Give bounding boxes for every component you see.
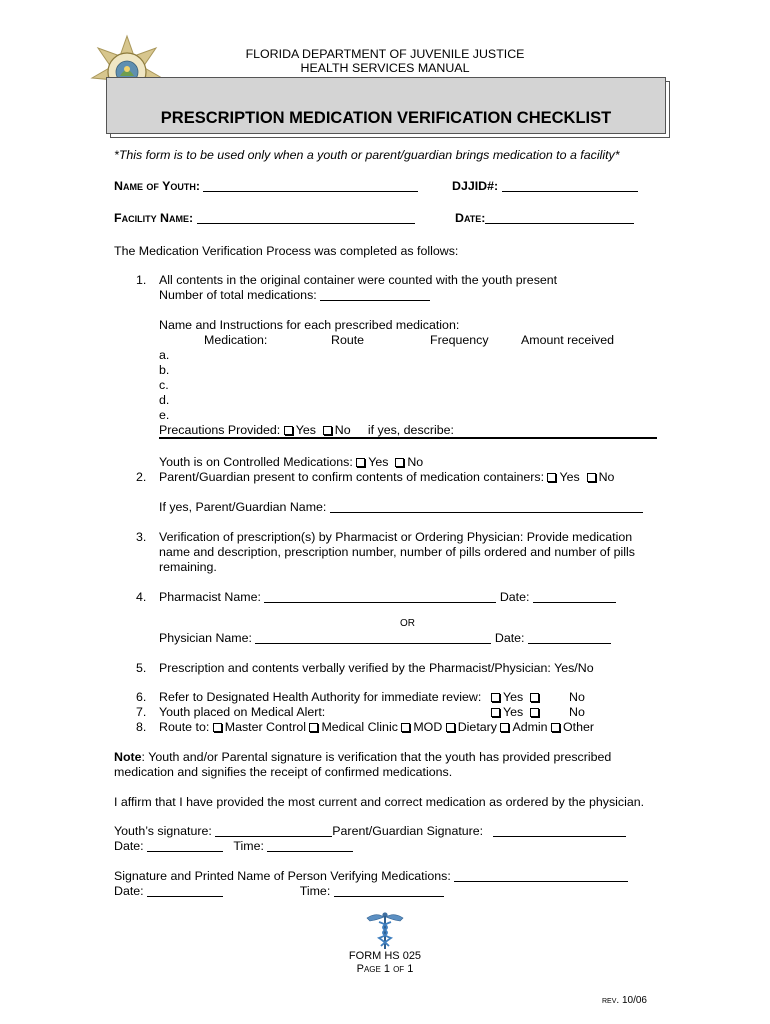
verifier-time-label: Time: bbox=[299, 884, 331, 898]
total-medications-input[interactable] bbox=[320, 288, 430, 301]
item-5-text: Prescription and contents verbally verified by the Pharmacist/Physician: Yes/No bbox=[159, 661, 594, 675]
col-route: Route bbox=[331, 333, 365, 347]
item-3-line3: remaining. bbox=[159, 560, 217, 574]
youth-signature-input[interactable] bbox=[215, 824, 332, 837]
caduceus-icon bbox=[364, 908, 406, 950]
med-row-a: a. bbox=[159, 348, 170, 362]
intro-text: The Medication Verification Process was completed as follows: bbox=[114, 244, 459, 258]
pharmacist-date-label: Date: bbox=[499, 590, 530, 604]
controlled-yes-label: Yes bbox=[368, 455, 389, 469]
parent-signature-input[interactable] bbox=[493, 824, 626, 837]
facility-name-input[interactable] bbox=[197, 211, 415, 224]
pharmacist-name-input[interactable] bbox=[264, 590, 496, 603]
page-number: Page 1 of 1 bbox=[356, 963, 414, 975]
parent-signature-label: Parent/Guardian Signature: bbox=[332, 824, 484, 838]
physician-date-input[interactable] bbox=[528, 631, 611, 644]
note-line2: medication and signifies the receipt of confirmed medications. bbox=[114, 765, 453, 779]
route-other-checkbox[interactable] bbox=[551, 723, 560, 732]
alert-yes-label: Yes bbox=[503, 705, 524, 719]
guardian-name-input[interactable] bbox=[330, 500, 643, 513]
route-mod-label: MOD bbox=[413, 720, 443, 734]
affirm-text: I affirm that I have provided the most current and correct medication as ordered by the physician. bbox=[114, 795, 645, 809]
med-row-e: e. bbox=[159, 408, 170, 422]
youth-signature-label: Youth’s signature: bbox=[114, 824, 212, 838]
sig-date-input[interactable] bbox=[147, 839, 223, 852]
sig-time-input[interactable] bbox=[267, 839, 353, 852]
route-master-control-label: Master Control bbox=[224, 720, 307, 734]
note-line1: : Youth and/or Parental signature is verification that the youth has provided prescribed bbox=[141, 750, 612, 764]
title-banner bbox=[106, 77, 666, 134]
date-input[interactable] bbox=[485, 211, 634, 224]
verifier-signature-label: Signature and Printed Name of Person Verifying Medications: bbox=[114, 869, 451, 883]
guardian-present-yes-checkbox[interactable] bbox=[547, 473, 556, 482]
facility-name-label: Facility Name: bbox=[114, 211, 194, 225]
item-1-line3: Name and Instructions for each prescribed medication: bbox=[159, 318, 460, 332]
controlled-no-label: No bbox=[407, 455, 424, 469]
instruction-text: *This form is to be used only when a youth or parent/guardian brings medication to a facility* bbox=[114, 148, 620, 162]
col-amount-received: Amount received bbox=[521, 333, 614, 347]
controlled-no-checkbox[interactable] bbox=[395, 458, 404, 467]
physician-name-label: Physician Name: bbox=[159, 631, 252, 645]
verifier-signature-input[interactable] bbox=[454, 869, 628, 882]
item-3-line2: name and description, prescription number, number of pills ordered and number of pills bbox=[159, 545, 635, 559]
route-admin-label: Admin bbox=[512, 720, 548, 734]
route-dietary-checkbox[interactable] bbox=[446, 723, 455, 732]
refer-no-checkbox[interactable] bbox=[530, 693, 539, 702]
route-admin-checkbox[interactable] bbox=[500, 723, 509, 732]
guardian-present-no-checkbox[interactable] bbox=[587, 473, 596, 482]
department-name: FLORIDA DEPARTMENT OF JUVENILE JUSTICE bbox=[245, 47, 525, 61]
item-6-text: Refer to Designated Health Authority for immediate review: bbox=[159, 690, 482, 704]
item-5-number: 5. bbox=[136, 661, 147, 675]
route-master-control-checkbox[interactable] bbox=[213, 723, 222, 732]
item-4-number: 4. bbox=[136, 590, 147, 604]
guardian-present-label: Parent/Guardian present to confirm contents of medication containers: bbox=[159, 470, 545, 484]
djjid-label: DJJID#: bbox=[452, 179, 499, 193]
physician-name-input[interactable] bbox=[255, 631, 491, 644]
total-medications-label: Number of total medications: bbox=[159, 288, 317, 302]
item-2-number: 2. bbox=[136, 470, 147, 484]
alert-no-checkbox[interactable] bbox=[530, 708, 539, 717]
pharmacist-name-label: Pharmacist Name: bbox=[159, 590, 261, 604]
item-1-line1: All contents in the original container were counted with the youth present bbox=[159, 273, 558, 287]
sig-time-label: Time: bbox=[233, 839, 264, 853]
item-7-text: Youth placed on Medical Alert: bbox=[159, 705, 326, 719]
verifier-date-input[interactable] bbox=[147, 884, 223, 897]
route-mod-checkbox[interactable] bbox=[401, 723, 410, 732]
guardian-present-yes-label: Yes bbox=[559, 470, 580, 484]
item-7-number: 7. bbox=[136, 705, 147, 719]
refer-yes-checkbox[interactable] bbox=[491, 693, 500, 702]
pharmacist-date-input[interactable] bbox=[533, 590, 616, 603]
verifier-time-input[interactable] bbox=[334, 884, 444, 897]
or-separator: OR bbox=[400, 618, 415, 629]
controlled-yes-checkbox[interactable] bbox=[356, 458, 365, 467]
refer-yes-label: Yes bbox=[503, 690, 524, 704]
guardian-name-label: If yes, Parent/Guardian Name: bbox=[159, 500, 327, 514]
guardian-present-no-label: No bbox=[598, 470, 615, 484]
if-yes-describe-label: if yes, describe: bbox=[367, 423, 454, 437]
precautions-label: Precautions Provided: bbox=[159, 423, 281, 437]
route-to-label: Route to: bbox=[159, 720, 210, 734]
precautions-yes-label: Yes bbox=[295, 423, 316, 437]
note-label: Note bbox=[114, 750, 142, 764]
item-1-number: 1. bbox=[136, 273, 147, 287]
item-3-line1: Verification of prescription(s) by Pharmacist or Ordering Physician: Provide medication bbox=[159, 530, 633, 544]
verifier-date-label: Date: bbox=[114, 884, 144, 898]
precautions-yes-checkbox[interactable] bbox=[284, 426, 293, 435]
route-medical-clinic-label: Medical Clinic bbox=[321, 720, 398, 734]
manual-name: HEALTH SERVICES MANUAL bbox=[300, 61, 470, 75]
refer-no-label: No bbox=[569, 690, 585, 704]
physician-date-label: Date: bbox=[494, 631, 525, 645]
alert-yes-checkbox[interactable] bbox=[491, 708, 500, 717]
precautions-no-checkbox[interactable] bbox=[323, 426, 332, 435]
date-label: Date: bbox=[455, 211, 486, 225]
revision-date: rev. 10/06 bbox=[602, 995, 647, 1006]
item-3-number: 3. bbox=[136, 530, 147, 544]
med-row-d: d. bbox=[159, 393, 170, 407]
alert-no-label: No bbox=[569, 705, 585, 719]
precautions-no-label: No bbox=[334, 423, 351, 437]
djjid-input[interactable] bbox=[502, 179, 638, 192]
item-8-number: 8. bbox=[136, 720, 147, 734]
item-6-number: 6. bbox=[136, 690, 147, 704]
med-row-c: c. bbox=[159, 378, 169, 392]
precautions-describe-line[interactable] bbox=[159, 437, 657, 439]
form-number: FORM HS 025 bbox=[348, 950, 422, 962]
med-row-b: b. bbox=[159, 363, 170, 377]
sig-date-label: Date: bbox=[114, 839, 144, 853]
form-title: PRESCRIPTION MEDICATION VERIFICATION CHECKLIST bbox=[160, 109, 612, 127]
col-medication: Medication: bbox=[204, 333, 268, 347]
name-of-youth-input[interactable] bbox=[203, 179, 418, 192]
route-medical-clinic-checkbox[interactable] bbox=[309, 723, 318, 732]
col-frequency: Frequency bbox=[430, 333, 489, 347]
route-dietary-label: Dietary bbox=[457, 720, 497, 734]
name-of-youth-label: Name of Youth: bbox=[114, 179, 200, 193]
route-other-label: Other bbox=[563, 720, 595, 734]
controlled-medications-label: Youth is on Controlled Medications: bbox=[159, 455, 353, 469]
